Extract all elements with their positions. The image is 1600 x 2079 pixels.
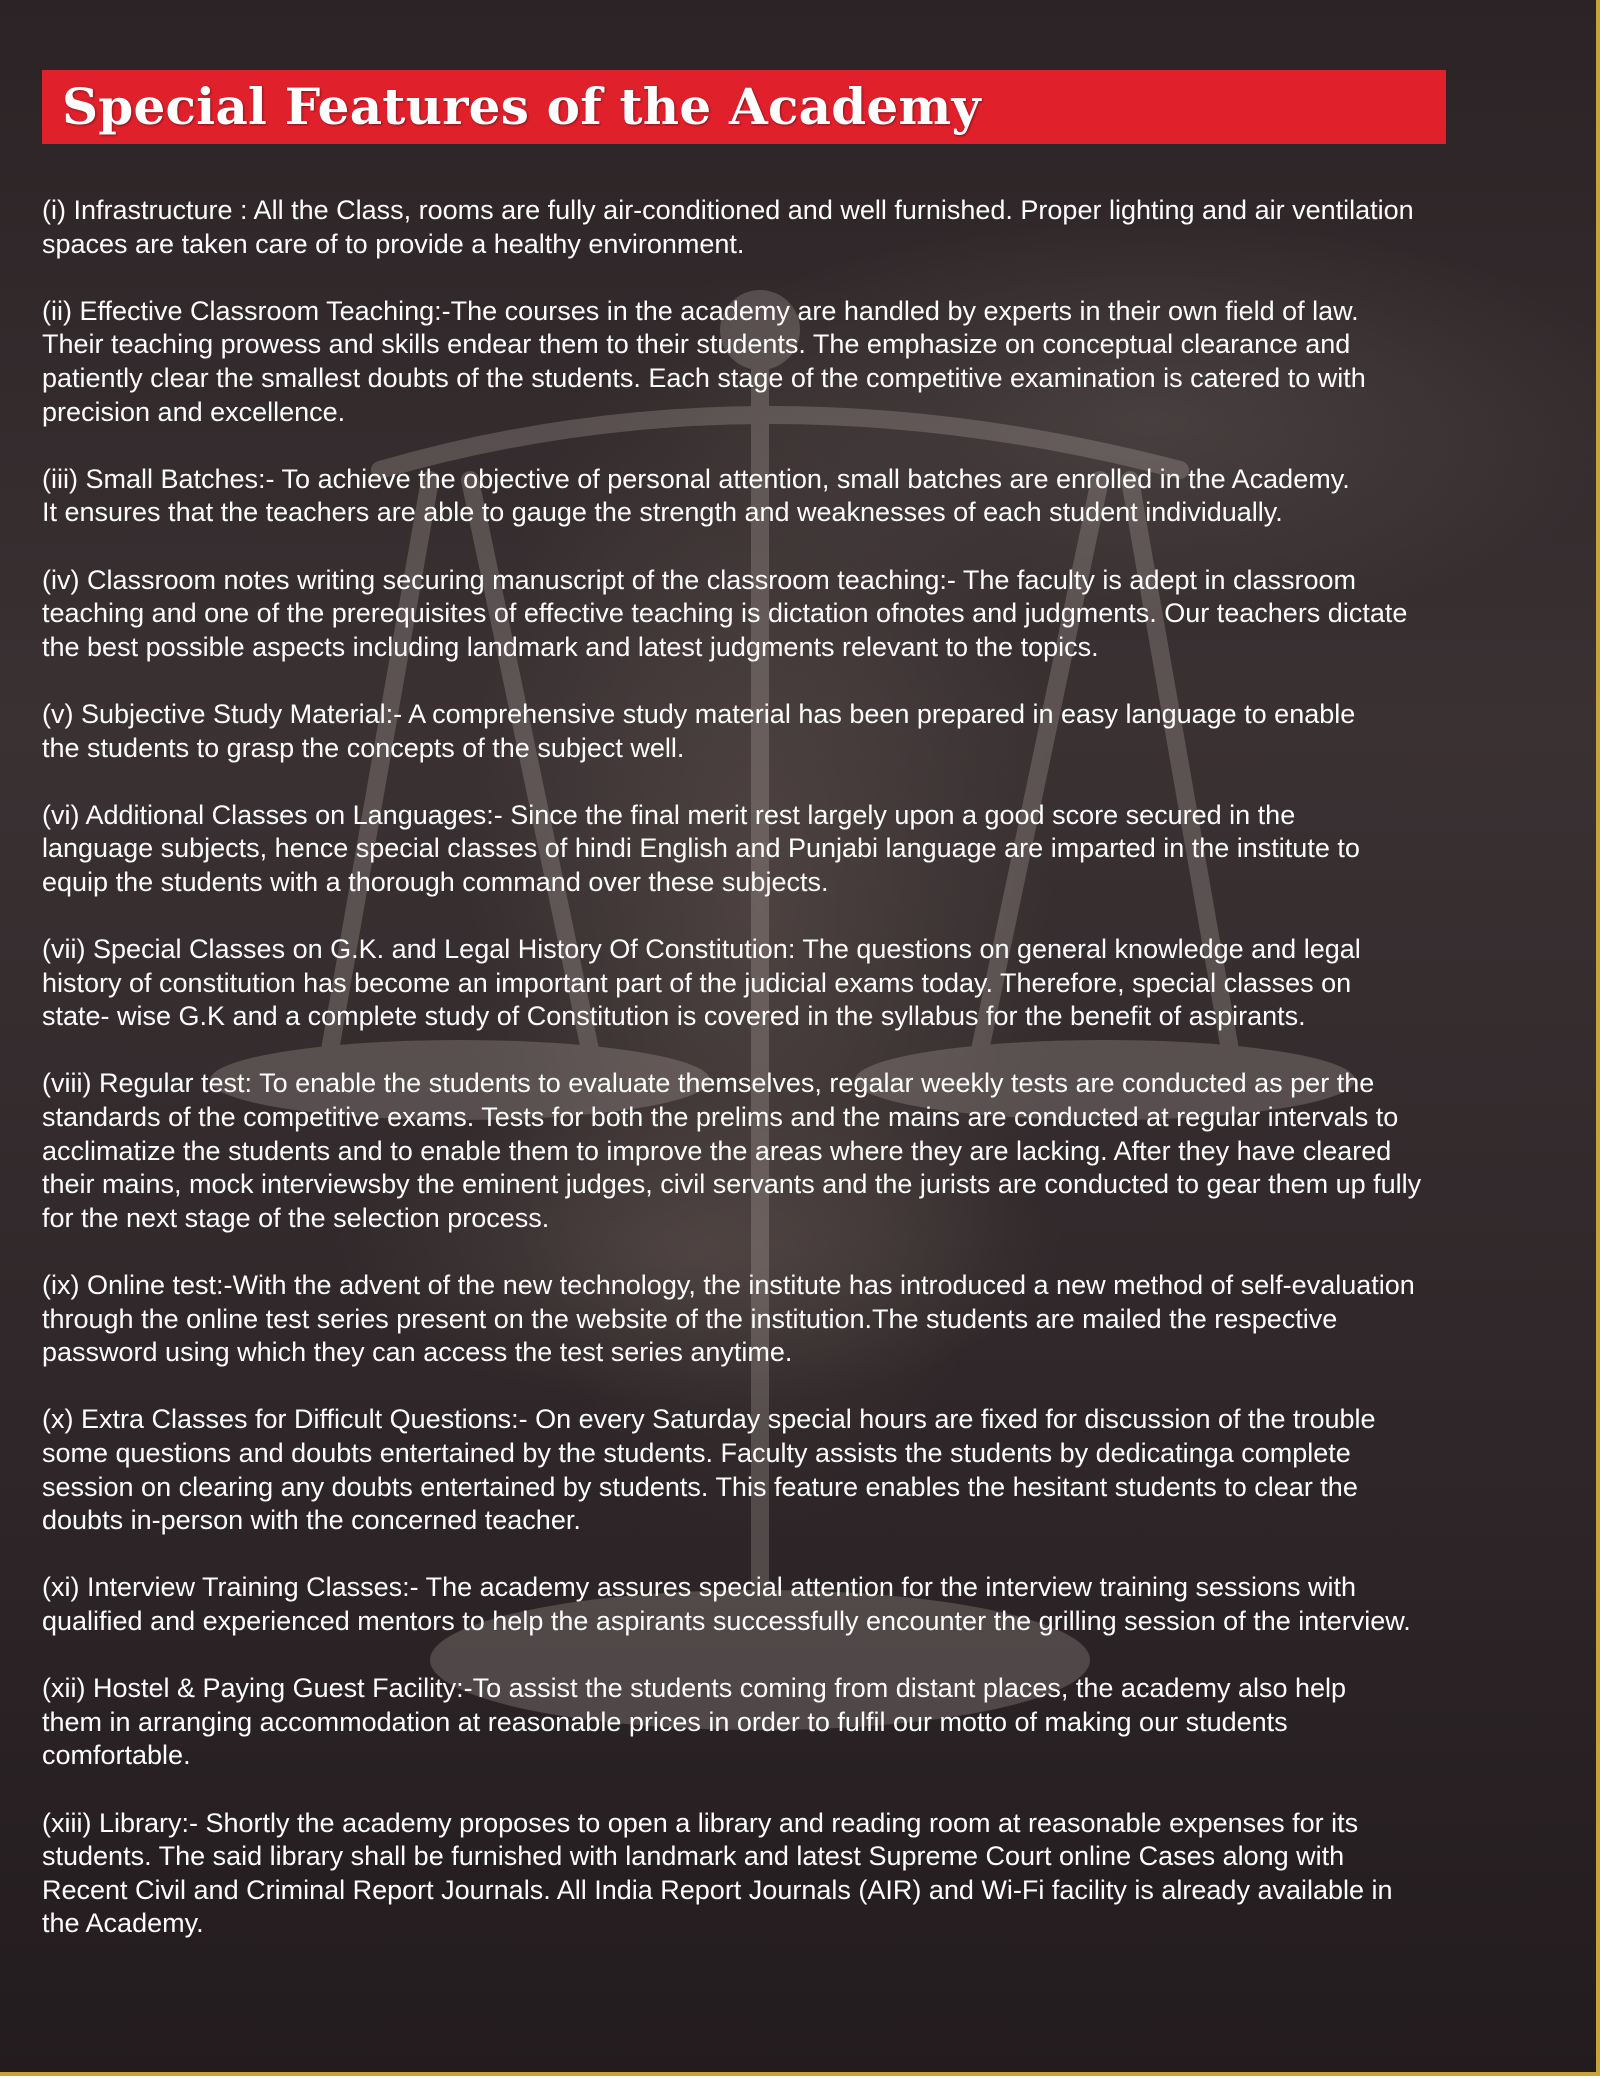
feature-online-test: (ix) Online test:-With the advent of the new technology, the institute has introduced a new method of self-evaluation through the online test series present on the website of the institution.The students are mailed the respective password using which they can access the test series anytime.: [42, 1270, 1415, 1368]
feature-hostel: (xii) Hostel & Paying Guest Facility:-To assist the students coming from distant places, the academy also help them in arranging accommodation at reasonable prices in order to fulfil our motto of making our students comfortable.: [42, 1673, 1347, 1771]
feature-library: (xiii) Library:- Shortly the academy proposes to open a library and reading room at reasonable expenses for its students. The said library shall be furnished with landmark and latest Supreme Court online Cases along with Recent Civil and Criminal Report Journals. All India Report Journals (AIR) and Wi-Fi facility is already available in the Academy.: [42, 1807, 1393, 1939]
feature-interview-training: (xi) Interview Training Classes:- The academy assures special attention for the interview training sessions with qualified and experienced mentors to help the aspirants successfully encounter the grilling session of the interview.: [42, 1572, 1411, 1636]
feature-regular-test: (viii) Regular test: To enable the students to evaluate themselves, regalar weekly tests are conducted as per the standards of the competitive exams. Tests for both the prelims and the mains are conducted at regular intervals to acclimatize the students and to enable them to improve the areas where they are lacking. After they have cleared their mains, mock interviewsby the eminent judges, civil servants and the jurists are conducted to gear them up fully for the next stage of the selection process.: [42, 1068, 1422, 1233]
feature-gk-constitution: (vii) Special Classes on G.K. and Legal History Of Constitution: The questions on general knowledge and legal history of constitution has become an important part of the judicial exams today. Therefore, special classes on state- wise G.K and a complete study of Constitution is covered in the syllabus for the benefit of aspirants.: [42, 934, 1361, 1032]
feature-study-material: (v) Subjective Study Material:- A comprehensive study material has been prepared in easy language to enable the students to grasp the concepts of the subject well.: [42, 698, 1356, 763]
feature-extra-classes: (x) Extra Classes for Difficult Questions:- On every Saturday special hours are fixed for discussion of the trouble some questions and doubts entertained by the students. Faculty assists the students by dedicatinga complete session on clearing any doubts entertained by students. This feature enables the hesitant students to clear the doubts in-person with the concerned teacher.: [42, 1404, 1376, 1536]
feature-infrastructure: (i) Infrastructure : All the Class, rooms are fully air-conditioned and well furnished. Proper lighting and air ventilation spaces are taken care of to provide a healthy environment.: [42, 195, 1414, 259]
page-title: Special Features of the Academy: [62, 77, 981, 136]
features-list: [42, 194, 1582, 1974]
feature-classroom-teaching: (ii) Effective Classroom Teaching:-The courses in the academy are handled by experts in their own field of law. Their teaching prowess and skills endear them to their students. The emphasize on conceptual clearance and patiently clear the smallest doubts of the students. Each stage of the competitive examination is catered to with precision and excellence.: [42, 295, 1366, 427]
feature-small-batches: (iii) Small Batches:- To achieve the objective of personal attention, small batches are enrolled in the Academy. It ensures that the teachers are able to gauge the strength and weaknesses of each student individually.: [42, 463, 1350, 528]
feature-classroom-notes: (iv) Classroom notes writing securing manuscript of the classroom teaching:- The faculty is adept in classroom teaching and one of the prerequisites of effective teaching is dictation ofnotes and judgments. Our teachers dictate the best possible aspects including landmark and latest judgments relevant to the topics.: [42, 564, 1408, 662]
feature-language-classes: (vi) Additional Classes on Languages:- Since the final merit rest largely upon a good score secured in the language subjects, hence special classes of hindi English and Punjabi language are imparted in the institute to equip the students with a thorough command over these subjects.: [42, 799, 1360, 897]
